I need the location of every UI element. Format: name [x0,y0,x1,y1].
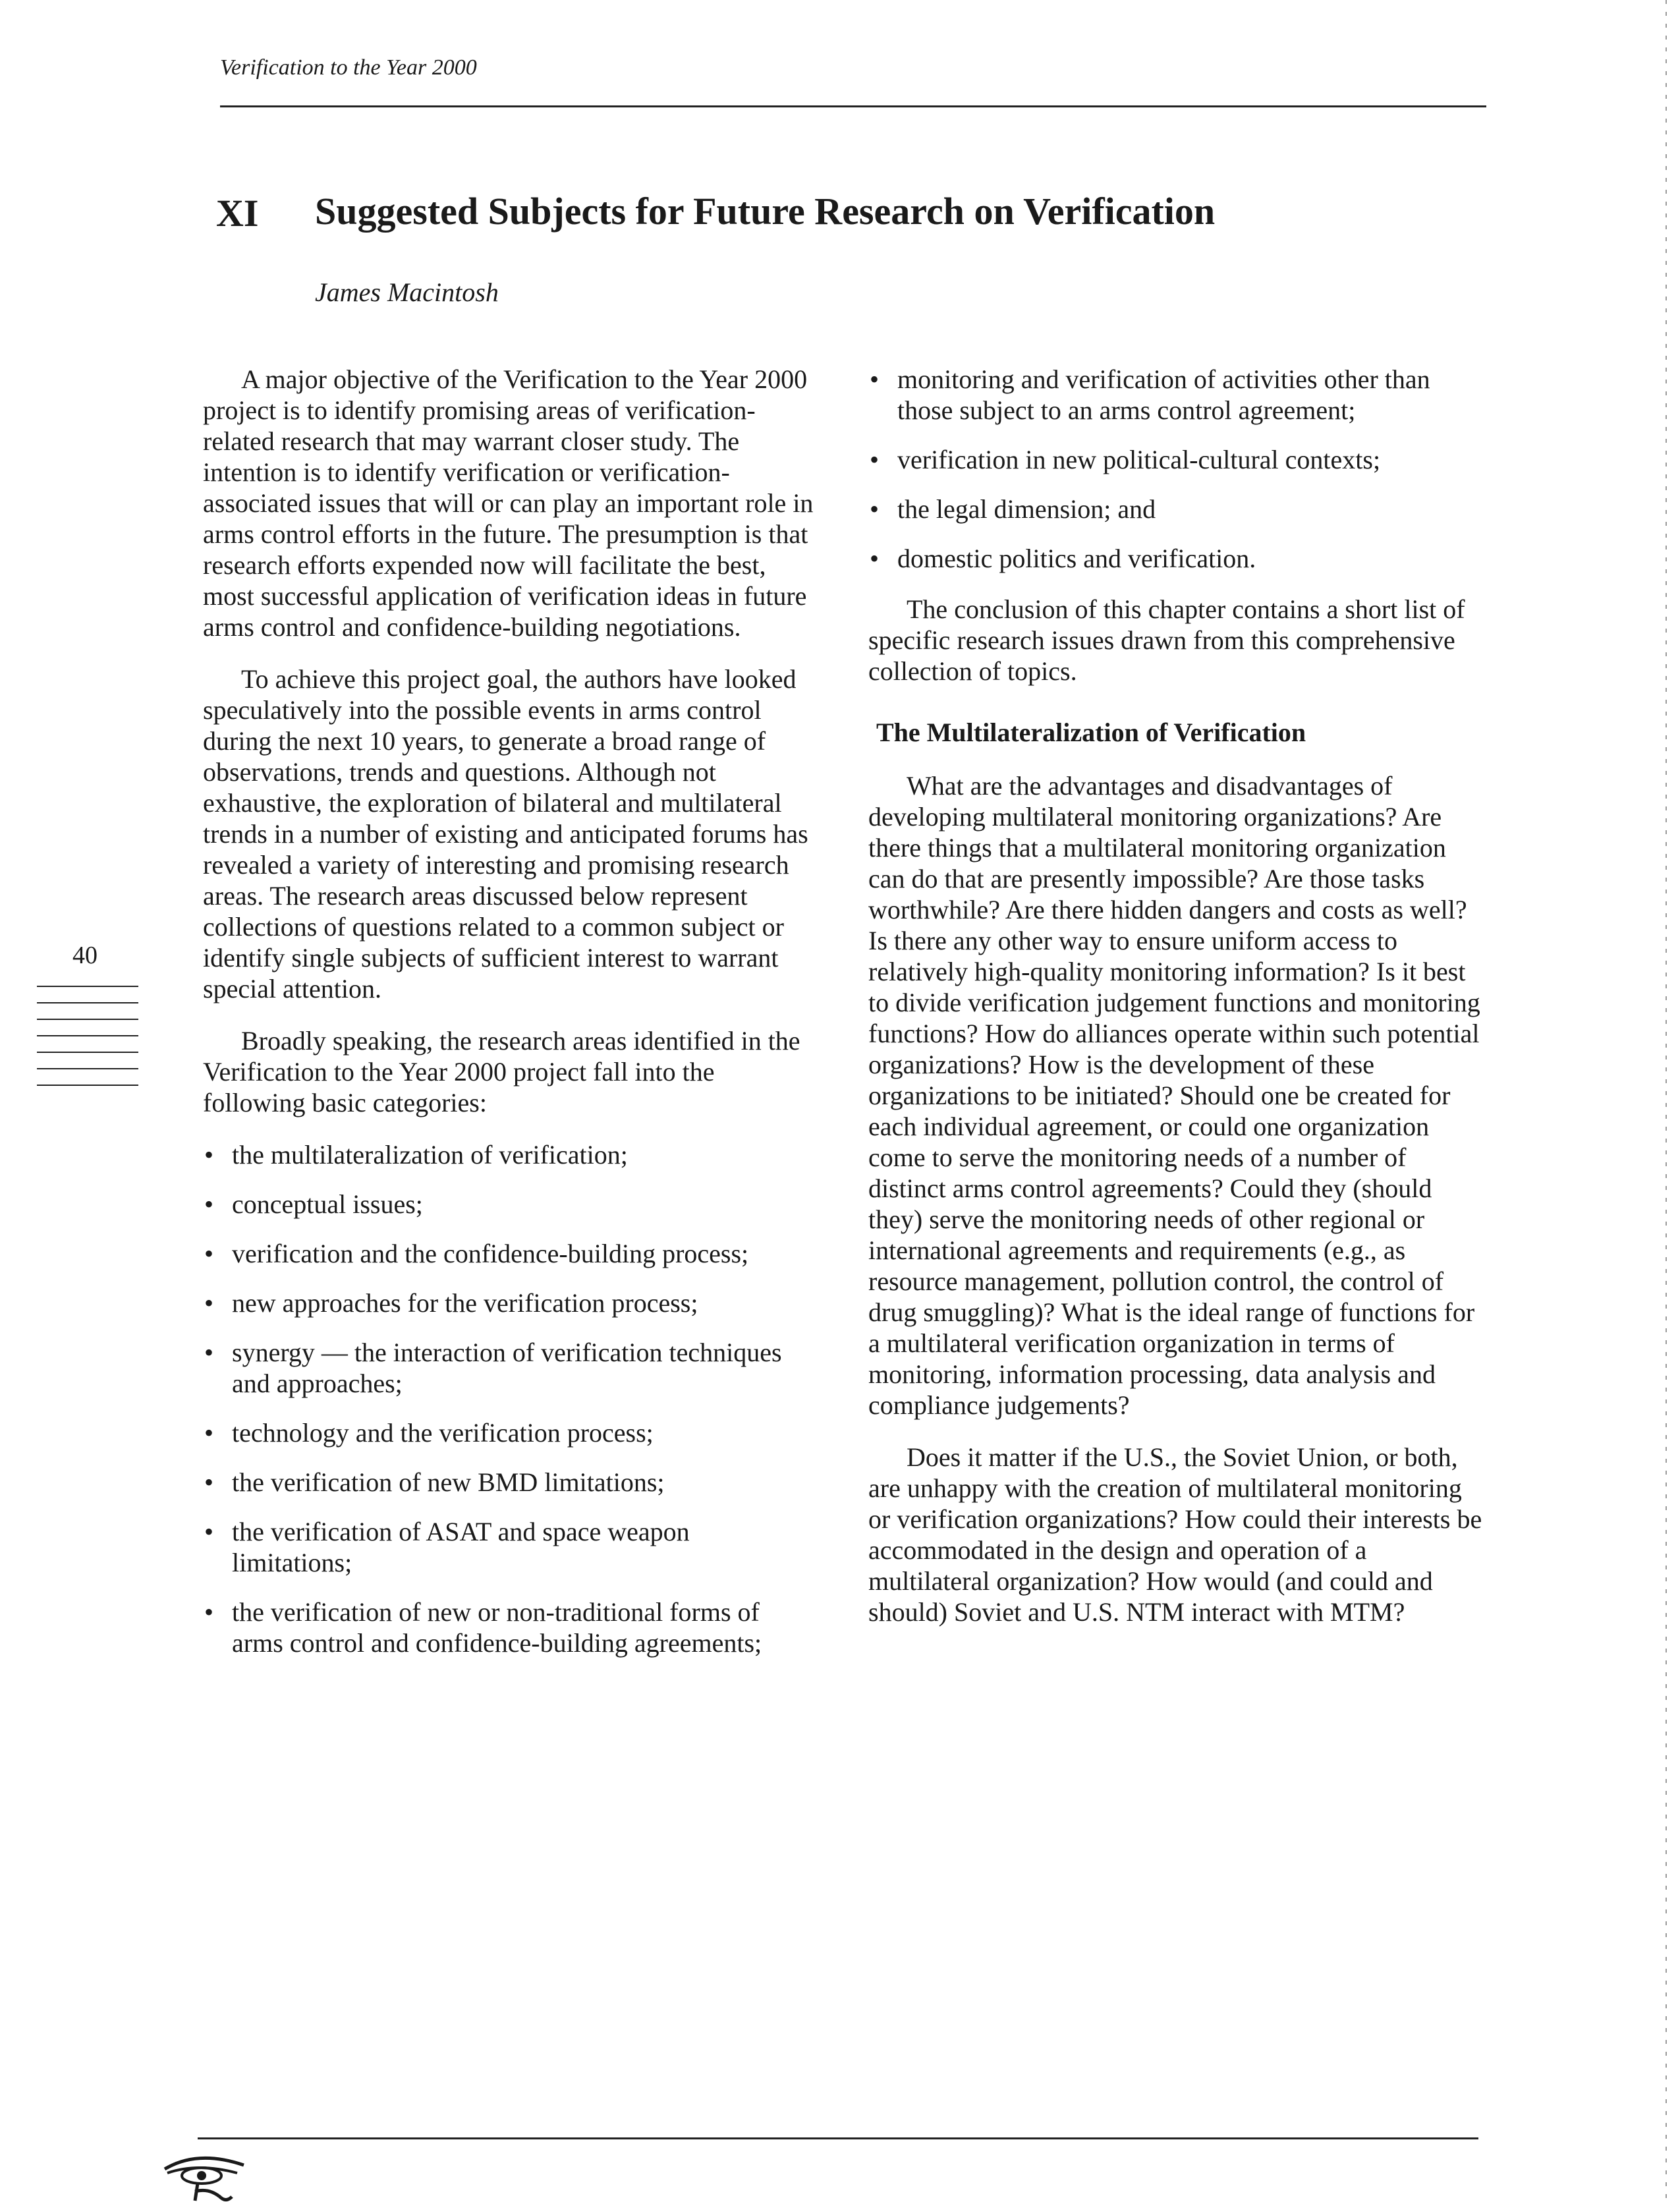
list-item: • domestic politics and verification. [868,543,1488,574]
footer-rule [198,2137,1478,2139]
list-item: • verification in new political-cultural contexts; [868,444,1488,475]
margin-rules [37,986,138,1101]
categories-intro-paragraph: Broadly speaking, the research areas identified in the Verification to the Year 2000 project fall into the following basic categories: [203,1026,800,1117]
list-item: • the multilateralization of verification; [203,1139,816,1170]
eye-logo-icon [158,2149,257,2202]
list-item: • the verification of ASAT and space weapon limitations; [203,1516,816,1578]
conclusion-paragraph: The conclusion of this chapter contains a short list of specific research issues drawn from this comprehensive collection of topics. [868,594,1465,686]
section-paragraph: Does it matter if the U.S., the Soviet Union, or both, are unhappy with the creation of multilateral monitoring or verification organizations? How could their interests be accommodated in the design and operation of a multilateral organization? How would (and could and should) Soviet and U.S. NTM interact with MTM? [868,1442,1482,1627]
section-heading: The Multilateralization of Verification [876,718,1306,747]
chapter-number: XI [216,192,259,235]
list-item: • conceptual issues; [203,1189,816,1220]
list-item: • synergy — the interaction of verification techniques and approaches; [203,1337,816,1399]
chapter-author: James Macintosh [315,277,499,307]
running-header: Verification to the Year 2000 [220,55,477,80]
list-item: • new approaches for the verification process; [203,1287,816,1318]
scan-edge [1666,0,1667,2202]
list-item: • technology and the verification process; [203,1417,816,1448]
list-item: • the verification of new BMD limitations; [203,1467,816,1498]
header-rule [220,105,1486,107]
goal-paragraph: To achieve this project goal, the authors have looked speculatively into the possible events in arms control during the next 10 years, to generate a broad range of observations, trends and questions. Although not exhaustive, the exploration of bilateral and multilateral trends in a number of existing and anticipated forums has revealed a variety of interesting and promising research areas. The research areas discussed below represent collections of questions related to a common subject or identify single subjects of sufficient interest to warrant special attention. [203,664,808,1003]
list-item: • monitoring and verification of activities other than those subject to an arms control agreement; [868,364,1488,426]
list-item: • verification and the confidence-building process; [203,1238,816,1269]
categories-list-continued [868,364,1488,574]
categories-list [203,1139,816,1658]
list-item: • the legal dimension; and [868,494,1488,524]
page-number: 40 [72,942,98,969]
chapter-title: Suggested Subjects for Future Research on Verification [315,190,1216,233]
intro-paragraph: A major objective of the Verification to the Year 2000 project is to identify promising areas of verification-related research that may warrant closer study. The intention is to identify verification or verification-associated issues that will or can play an important role in arms control efforts in the future. The presumption is that research efforts expended now will facilitate the best, most successful application of verification ideas in future arms control and confidence-building negotiations. [203,364,814,642]
right-column [868,364,1488,1649]
left-column [203,364,816,1678]
section-paragraph: What are the advantages and disadvantages of developing multilateral monitoring organizations? Are there things that a multilateral monitoring organization can do that are presently impossible? Are those tasks worthwhile? Are there hidden dangers and costs as well? Is there any other way to ensure uniform access to relatively high-quality monitoring information? Is it best to divide verification judgement functions and monitoring functions? How do alliances operate within such potential organizations? How is the development of these organizations to be initiated? Should one be created for each individual agreement, or could one organization come to serve the monitoring needs of a number of distinct arms control agreements? Could they (should they) serve the monitoring needs of other regional or international agreements and requirements (e.g., as resource management, pollution control, the control of drug smuggling)? What is the ideal range of functions for a multilateral verification organization in terms of monitoring, information processing, data analysis and compliance judgements? [868,771,1480,1420]
list-item: • the verification of new or non-traditional forms of arms control and confidence-building agreements; [203,1596,816,1658]
